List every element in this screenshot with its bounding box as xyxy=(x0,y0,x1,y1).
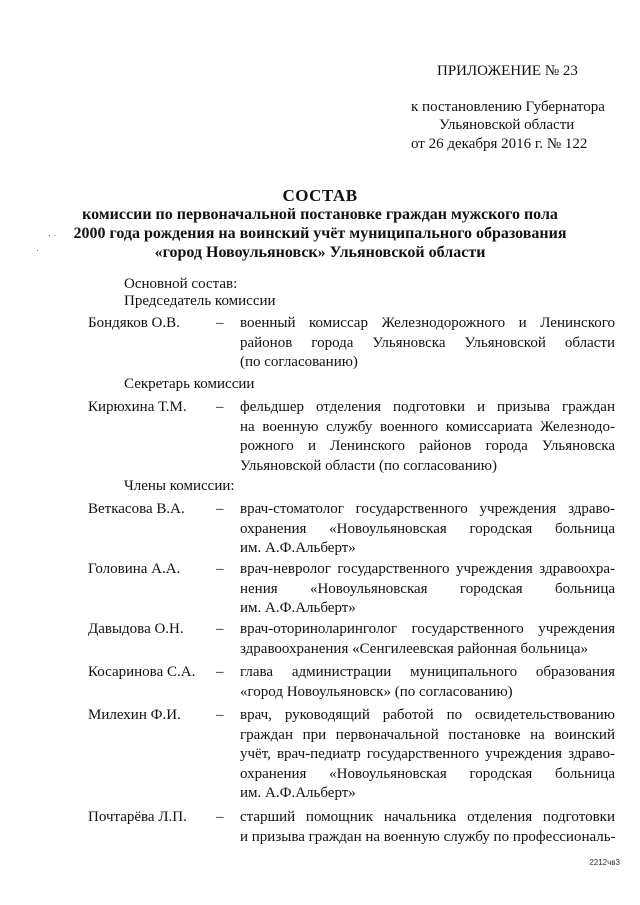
description-line: (по согласованию) xyxy=(240,354,358,370)
member-description xyxy=(240,706,615,804)
member-name: Косаринова С.А. xyxy=(88,664,196,680)
description-line: глава администрации муниципального образования xyxy=(240,664,615,680)
description-line: и призыва граждан на военную службу по профессиональ- xyxy=(240,828,616,845)
description-line: им. А.Ф.Альберт» xyxy=(240,600,356,616)
section-secretary: Секретарь комиссии xyxy=(124,376,255,392)
description-line: «город Новоульяновск» (по согласованию) xyxy=(240,683,513,700)
dash-separator: – xyxy=(216,664,224,680)
section-members: Члены комиссии: xyxy=(124,478,235,494)
description-line: учёт, врач-педиатр государственного учреждения здраво- xyxy=(240,746,615,762)
member-description xyxy=(240,620,615,659)
description-line: им. А.Ф.Альберт» xyxy=(240,785,356,801)
decree-date: от 26 декабря 2016 г. № 122 xyxy=(411,136,588,152)
title-line-2: 2000 года рождения на воинский учёт муниципального образования xyxy=(73,225,567,242)
description-line: охранения «Новоульяновская городская больница xyxy=(240,765,615,782)
member-name: Бондяков О.В. xyxy=(88,315,180,331)
description-line: врач-стоматолог государственного учреждения здраво- xyxy=(240,501,615,517)
description-line: фельдшер отделения подготовки и призыва граждан xyxy=(240,399,615,415)
dash-separator: – xyxy=(216,809,224,825)
dash-separator: – xyxy=(216,707,224,723)
member-name: Кирюхина Т.М. xyxy=(88,399,187,415)
description-line: на военную службу военного комиссариата Железнодо- xyxy=(240,418,615,435)
dash-separator: – xyxy=(216,399,224,415)
description-line: врач-оториноларинголог государственного учреждения xyxy=(240,621,615,637)
member-name: Милехин Ф.И. xyxy=(88,707,181,723)
member-name: Давыдова О.Н. xyxy=(88,621,184,637)
member-description xyxy=(240,314,615,373)
decree-region: Ульяновской области xyxy=(439,117,575,133)
member-description xyxy=(240,663,615,702)
document-code: 2212чв3 xyxy=(589,858,620,867)
decree-reference: к постановлению Губернатора xyxy=(411,99,605,115)
description-line: врач-невролог государственного учреждения здравоохра- xyxy=(240,561,615,577)
title-line-3: «город Новоульяновск» Ульяновской области xyxy=(154,244,486,261)
description-line: старший помощник начальника отделения подготовки xyxy=(240,809,615,825)
member-description xyxy=(240,398,615,476)
dash-separator: – xyxy=(216,315,224,331)
description-line: охранения «Новоульяновская городская больница xyxy=(240,520,615,537)
description-line: рожного и Ленинского районов города Ульяновска xyxy=(240,438,615,454)
description-line: нения «Новоульяновская городская больница xyxy=(240,580,615,597)
description-line: им. А.Ф.Альберт» xyxy=(240,540,356,556)
member-description xyxy=(240,808,615,847)
title-line-1: комиссии по первоначальной постановке граждан мужского пола xyxy=(82,206,558,223)
section-chairman: Председатель комиссии xyxy=(124,293,276,309)
appendix-number: ПРИЛОЖЕНИЕ № 23 xyxy=(437,63,578,79)
description-line: врач, руководящий работой по освидетельствованию xyxy=(240,707,615,723)
dash-separator: – xyxy=(216,501,224,517)
section-main-composition: Основной состав: xyxy=(124,276,238,292)
scan-artifact: · xyxy=(36,245,39,255)
member-name: Почтарёва Л.П. xyxy=(88,809,187,825)
document-title: СОСТАВ xyxy=(282,186,358,205)
description-line: военный комиссар Железнодорожного и Ленинского xyxy=(240,315,615,331)
member-name: Головина А.А. xyxy=(88,561,181,577)
description-line: районов города Ульяновска Ульяновской области xyxy=(240,334,615,351)
member-name: Веткасова В.А. xyxy=(88,501,185,517)
scan-artifact: · · xyxy=(48,230,57,240)
member-description xyxy=(240,500,615,559)
dash-separator: – xyxy=(216,561,224,577)
description-line: граждан при первоначальной постановке на воинский xyxy=(240,726,615,743)
member-description xyxy=(240,560,615,619)
description-line: Ульяновской области (по согласованию) xyxy=(240,457,497,474)
description-line: здравоохранения «Сенгилеевская районная больница» xyxy=(240,640,589,657)
dash-separator: – xyxy=(216,621,224,637)
